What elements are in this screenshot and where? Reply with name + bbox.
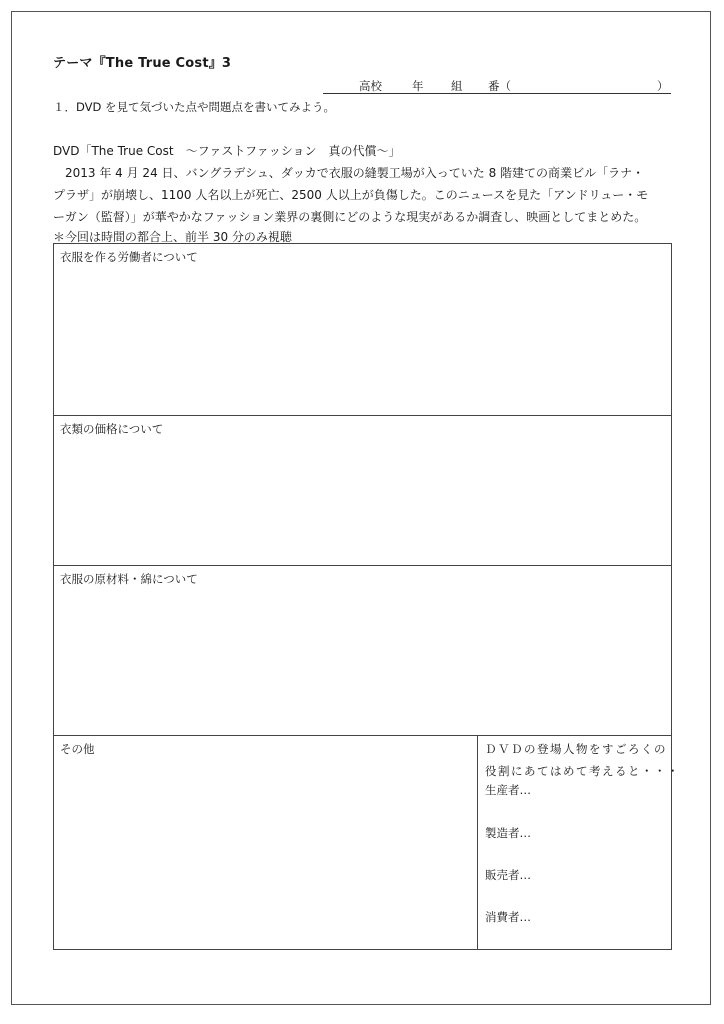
workers-label: 衣服を作る労働者について bbox=[60, 250, 198, 264]
price-label: 衣類の価格について bbox=[60, 422, 164, 436]
group-label: 組 bbox=[451, 79, 463, 93]
other-row bbox=[54, 736, 680, 949]
student-info-line[interactable] bbox=[323, 78, 671, 94]
year-label: 年 bbox=[412, 79, 424, 93]
roles-heading-2: 役割にあてはめて考えると・・・ bbox=[485, 764, 680, 778]
roles-heading-1: ＤＶＤの登場人物をすごろくの bbox=[485, 742, 667, 756]
intro-line-1: 2013 年 4 月 24 日、バングラデシュ、ダッカで衣服の縫製工場が入っていた 8 階建ての商業ビル「ラナ・ bbox=[53, 166, 645, 180]
question-1: １．DVD を見て気づいた点や問題点を書いてみよう。 bbox=[53, 100, 336, 114]
dvd-title: DVD「The True Cost ～ファストファッション 真の代償～」 bbox=[53, 144, 401, 158]
other-box[interactable] bbox=[54, 736, 478, 949]
workers-box[interactable] bbox=[54, 244, 671, 416]
materials-box[interactable] bbox=[54, 566, 671, 736]
worksheet-title: テーマ『The True Cost』3 bbox=[53, 56, 232, 71]
role-seller: 販売者… bbox=[485, 868, 531, 882]
intro-text bbox=[53, 140, 678, 246]
materials-label: 衣服の原材料・綿について bbox=[60, 572, 198, 586]
close-paren: ） bbox=[657, 79, 669, 93]
answer-grid bbox=[53, 243, 680, 950]
price-box[interactable] bbox=[54, 416, 671, 566]
roles-box[interactable] bbox=[478, 736, 680, 949]
other-label: その他 bbox=[60, 742, 95, 756]
intro-line-3: ーガン（監督）」が華やかなファッション業界の裏側にどのような現実があるか調査し、映画としてまとめた。 bbox=[53, 210, 647, 224]
school-label: 高校 bbox=[359, 79, 382, 93]
number-label: 番（ bbox=[488, 79, 511, 93]
intro-line-2: プラザ」が崩壊し、1100 人名以上が死亡、2500 人以上が負傷した。このニュースを見た「アンドリュー・モ bbox=[53, 188, 649, 202]
viewing-note: ＊今回は時間の都合上、前半 30 分のみ視聴 bbox=[53, 230, 292, 244]
role-manufacturer: 製造者… bbox=[485, 826, 531, 840]
role-producer: 生産者… bbox=[485, 783, 531, 797]
role-consumer: 消費者… bbox=[485, 910, 531, 924]
